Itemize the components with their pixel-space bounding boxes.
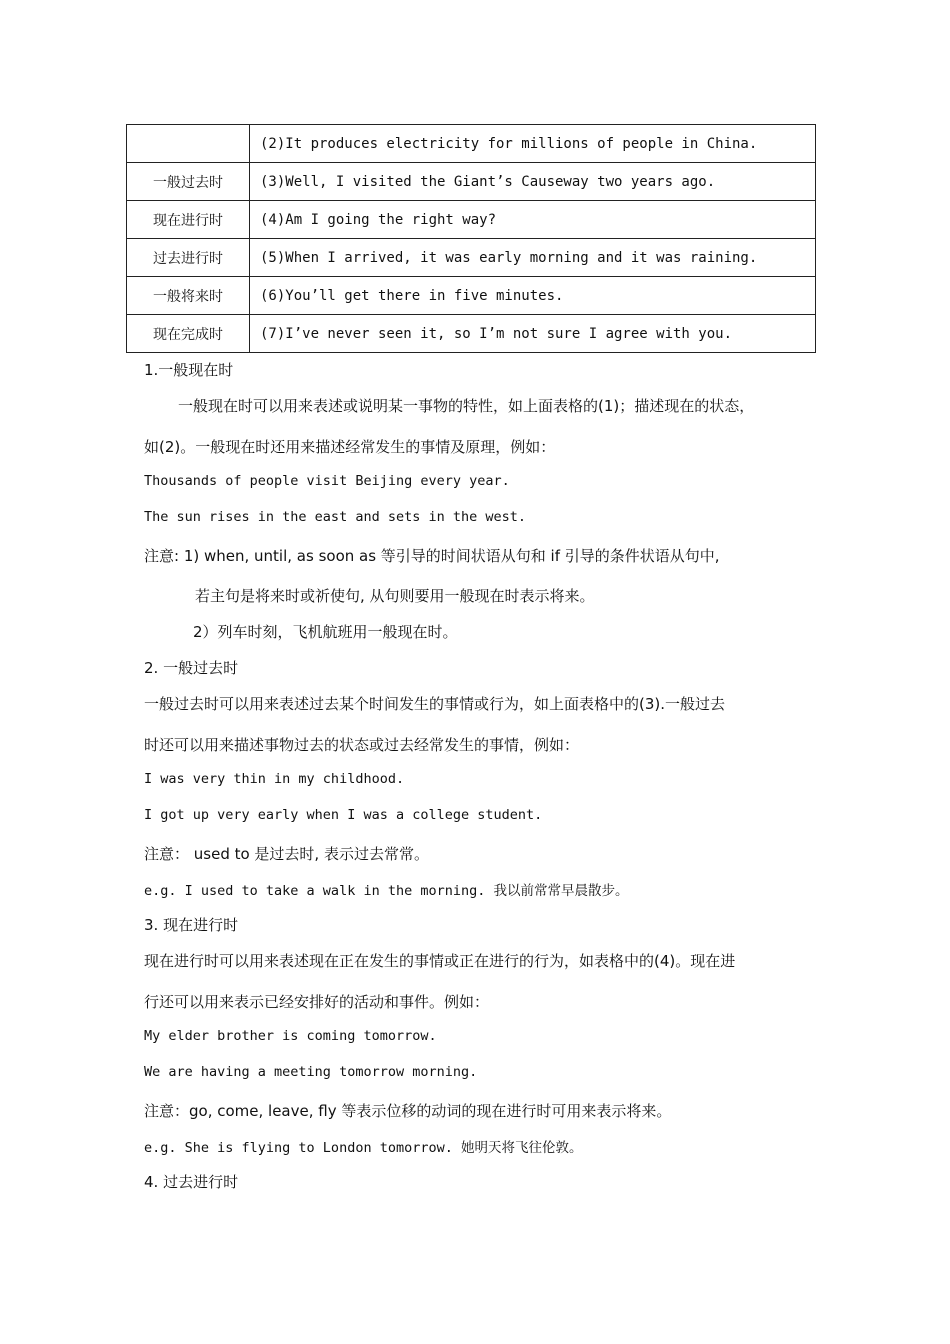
paragraph-line: 如(2)。一般现在时还用来描述经常发生的事情及原理，例如： xyxy=(144,438,556,456)
section-heading-past-progressive: 4. 过去进行时 xyxy=(144,1173,239,1191)
example-sentence-cell: (3)Well, I visited the Giant’s Causeway two years ago. xyxy=(250,163,816,201)
section-heading-present-progressive: 3. 现在进行时 xyxy=(144,916,239,934)
tense-name-cell: 现在完成时 xyxy=(127,315,250,353)
table-row xyxy=(127,239,816,277)
example-sentence-cell: (2)It produces electricity for millions of people in China. xyxy=(250,125,816,163)
note-line: 2）列车时刻，飞机航班用一般现在时。 xyxy=(193,623,458,641)
table-row xyxy=(127,125,816,163)
example-sentence: Thousands of people visit Beijing every year. xyxy=(144,473,510,489)
note-line: 若主句是将来时或祈使句, 从句则要用一般现在时表示将来。 xyxy=(195,587,595,605)
note-line: 注意：go, come, leave, fly 等表示位移的动词的现在进行时可用来表示将来。 xyxy=(144,1102,672,1120)
note-line: 注意： used to 是过去时, 表示过去常常。 xyxy=(144,845,429,863)
table-row xyxy=(127,315,816,353)
table-row xyxy=(127,163,816,201)
tense-name-cell: 一般过去时 xyxy=(127,163,250,201)
table-row xyxy=(127,277,816,315)
paragraph-line: 一般现在时可以用来表述或说明某一事物的特性，如上面表格的(1)；描述现在的状态， xyxy=(178,397,755,415)
example-sentence: My elder brother is coming tomorrow. xyxy=(144,1028,437,1044)
example-sentence: We are having a meeting tomorrow morning. xyxy=(144,1064,478,1080)
note-line: 注意: 1) when, until, as soon as 等引导的时间状语从句和 if 引导的条件状语从句中, xyxy=(144,547,720,565)
example-sentence-cell: (7)I’ve never seen it, so I’m not sure I agree with you. xyxy=(250,315,816,353)
tense-name-cell: 过去进行时 xyxy=(127,239,250,277)
example-sentence: I got up very early when I was a college student. xyxy=(144,807,543,823)
example-with-translation: e.g. I used to take a walk in the morning. 我以前常常早晨散步。 xyxy=(144,883,629,899)
tense-examples-table xyxy=(126,124,816,353)
tense-name-cell: 现在进行时 xyxy=(127,201,250,239)
tense-name-cell xyxy=(127,125,250,163)
example-sentence: I was very thin in my childhood. xyxy=(144,771,405,787)
table-row xyxy=(127,201,816,239)
tense-name-cell: 一般将来时 xyxy=(127,277,250,315)
section-heading-simple-past: 2. 一般过去时 xyxy=(144,659,239,677)
example-sentence: The sun rises in the east and sets in the west. xyxy=(144,509,527,525)
example-sentence-cell: (4)Am I going the right way? xyxy=(250,201,816,239)
section-heading-simple-present: 1.一般现在时 xyxy=(144,361,234,379)
paragraph-line: 时还可以用来描述事物过去的状态或过去经常发生的事情，例如： xyxy=(144,736,580,754)
paragraph-line: 现在进行时可以用来表述现在正在发生的事情或正在进行的行为，如表格中的(4)。现在进 xyxy=(144,952,736,970)
example-sentence-cell: (6)You’ll get there in five minutes. xyxy=(250,277,816,315)
paragraph-line: 一般过去时可以用来表述过去某个时间发生的事情或行为，如上面表格中的(3).一般过去 xyxy=(144,695,726,713)
paragraph-line: 行还可以用来表示已经安排好的活动和事件。例如： xyxy=(144,993,490,1011)
example-sentence-cell: (5)When I arrived, it was early morning and it was raining. xyxy=(250,239,816,277)
example-with-translation: e.g. She is flying to London tomorrow. 她明天将飞往伦敦。 xyxy=(144,1140,583,1156)
